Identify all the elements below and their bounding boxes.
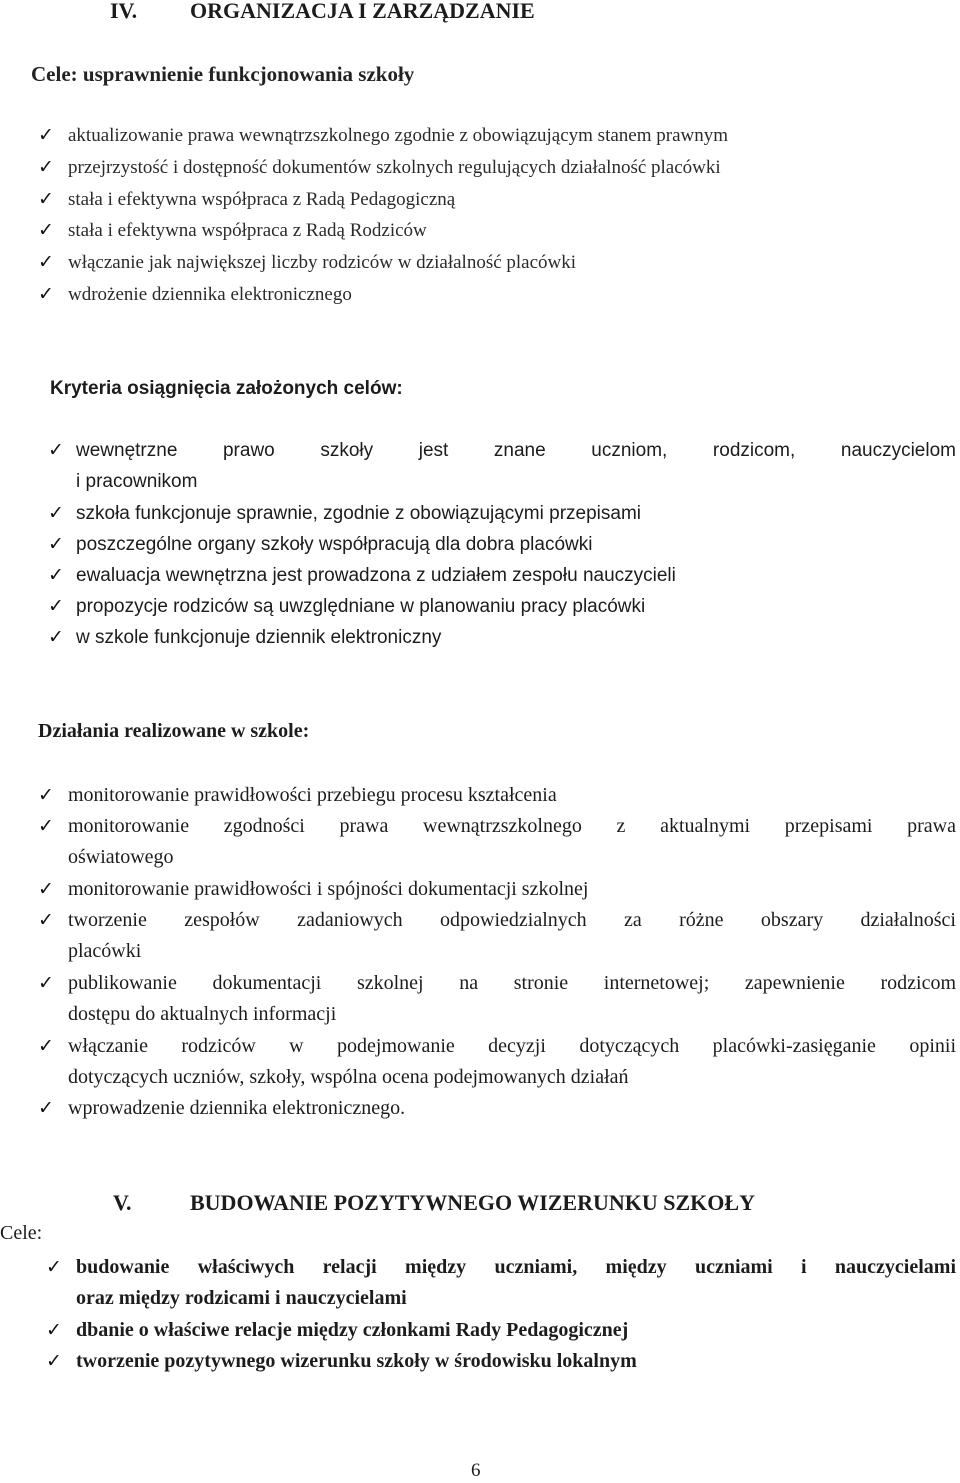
list-item [48, 435, 956, 497]
check-mark-icon: ✓ [38, 251, 54, 273]
check-mark-icon: ✓ [38, 283, 54, 305]
section-4-title: ORGANIZACJA I ZARZĄDZANIE [190, 0, 535, 23]
list-item [46, 1252, 956, 1314]
list-item [48, 622, 956, 653]
goal-text-line2: oraz między rodzicami i nauczycielami [76, 1287, 407, 1309]
list-item [48, 529, 956, 560]
list-item [46, 1346, 956, 1377]
criterion-text: poszczególne organy szkoły współpracują dla dobra placówki [76, 534, 593, 555]
check-mark-icon: ✓ [48, 533, 64, 555]
check-mark-icon: ✓ [38, 909, 54, 931]
check-mark-icon: ✓ [38, 1035, 54, 1057]
check-mark-icon: ✓ [38, 188, 54, 210]
action-text-line1: monitorowanie zgodności prawa wewnątrzszkolnego z aktualnymi przepisami prawa [68, 815, 956, 837]
criterion-text: ewaluacja wewnętrzna jest prowadzona z udziałem zespołu nauczycieli [76, 565, 676, 586]
goal-text: tworzenie pozytywnego wizerunku szkoły w środowisku lokalnym [76, 1350, 637, 1372]
goal-text: stała i efektywna współpraca z Radą Pedagogiczną [68, 189, 456, 210]
list-item [48, 560, 956, 591]
action-text-line2: dostępu do aktualnych informacji [68, 1003, 337, 1025]
check-mark-icon: ✓ [38, 878, 54, 900]
check-mark-icon: ✓ [48, 439, 64, 461]
check-mark-icon: ✓ [46, 1350, 62, 1372]
section-4-goals-heading [31, 62, 414, 87]
criterion-text: w szkole funkcjonuje dziennik elektroniczny [76, 627, 442, 648]
list-item [48, 591, 956, 622]
check-mark-icon: ✓ [38, 1097, 54, 1119]
goal-text: włączanie jak największej liczby rodziców w działalność placówki [68, 252, 577, 273]
goal-text: stała i efektywna współpraca z Radą Rodziców [68, 220, 427, 241]
section-5-title: BUDOWANIE POZYTYWNEGO WIZERUNKU SZKOŁY [190, 1190, 755, 1215]
criteria-heading: Kryteria osiągnięcia założonych celów: [50, 378, 403, 399]
list-item [48, 498, 956, 529]
check-mark-icon: ✓ [38, 124, 54, 146]
action-text-line1: publikowanie dokumentacji szkolnej na stronie internetowej; zapewnienie rodzicom [68, 972, 956, 994]
list-item [38, 1031, 956, 1093]
action-text: wprowadzenie dziennika elektronicznego. [68, 1097, 406, 1119]
actions-heading: Działania realizowane w szkole: [38, 720, 310, 742]
criterion-text: szkoła funkcjonuje sprawnie, zgodnie z obowiązującymi przepisami [76, 503, 641, 524]
action-text-line1: włączanie rodziców w podejmowanie decyzji dotyczących placówki-zasięganie opinii [68, 1035, 956, 1057]
criterion-text: propozycje rodziców są uwzględniane w planowaniu pracy placówki [76, 596, 646, 617]
goal-text: przejrzystość i dostępność dokumentów szkolnych regulujących działalność placówki [68, 157, 721, 178]
goal-text: aktualizowanie prawa wewnątrzszkolnego zgodnie z obowiązującym stanem prawnym [68, 125, 728, 146]
check-mark-icon: ✓ [38, 219, 54, 241]
section-5-goals-label: Cele: [0, 1222, 43, 1244]
action-text-line2: dotyczących uczniów, szkoły, wspólna ocena podejmowanych działań [68, 1066, 629, 1088]
action-text: monitorowanie prawidłowości i spójności dokumentacji szkolnej [68, 878, 589, 900]
check-mark-icon: ✓ [38, 815, 54, 837]
list-item [38, 1093, 956, 1124]
list-item [38, 811, 956, 873]
list-item [38, 780, 956, 811]
criterion-text-line1: wewnętrzne prawo szkoły jest znane uczniom, rodzicom, nauczycielom [76, 440, 956, 461]
check-mark-icon: ✓ [46, 1319, 62, 1341]
action-text-line2: placówki [68, 940, 142, 962]
action-text: monitorowanie prawidłowości przebiegu procesu kształcenia [68, 784, 557, 806]
list-item [38, 968, 956, 1030]
list-item [46, 1315, 956, 1346]
check-mark-icon: ✓ [38, 784, 54, 806]
section-4-number: IV. [110, 0, 138, 23]
section-5-number: V. [113, 1190, 132, 1215]
check-mark-icon: ✓ [46, 1256, 62, 1278]
check-mark-icon: ✓ [48, 564, 64, 586]
check-mark-icon: ✓ [38, 972, 54, 994]
list-item [38, 905, 956, 967]
page-number: 6 [471, 1460, 481, 1481]
check-mark-icon: ✓ [48, 502, 64, 524]
check-mark-icon: ✓ [48, 626, 64, 648]
action-text-line2: oświatowego [68, 846, 174, 868]
goals-heading-text: Cele: usprawnienie funkcjonowania szkoły [31, 62, 415, 86]
action-text-line1: tworzenie zespołów zadaniowych odpowiedzialnych za różne obszary działalności [68, 909, 956, 931]
list-item [38, 874, 956, 905]
goal-text: wdrożenie dziennika elektronicznego [68, 284, 352, 305]
check-mark-icon: ✓ [48, 595, 64, 617]
goal-text: dbanie o właściwe relacje między członkami Rady Pedagogicznej [76, 1319, 629, 1341]
goal-text-line1: budowanie właściwych relacji między uczniami, między uczniami i nauczycielami [76, 1256, 956, 1278]
check-mark-icon: ✓ [38, 156, 54, 178]
criterion-text-line2: i pracownikom [76, 471, 198, 492]
